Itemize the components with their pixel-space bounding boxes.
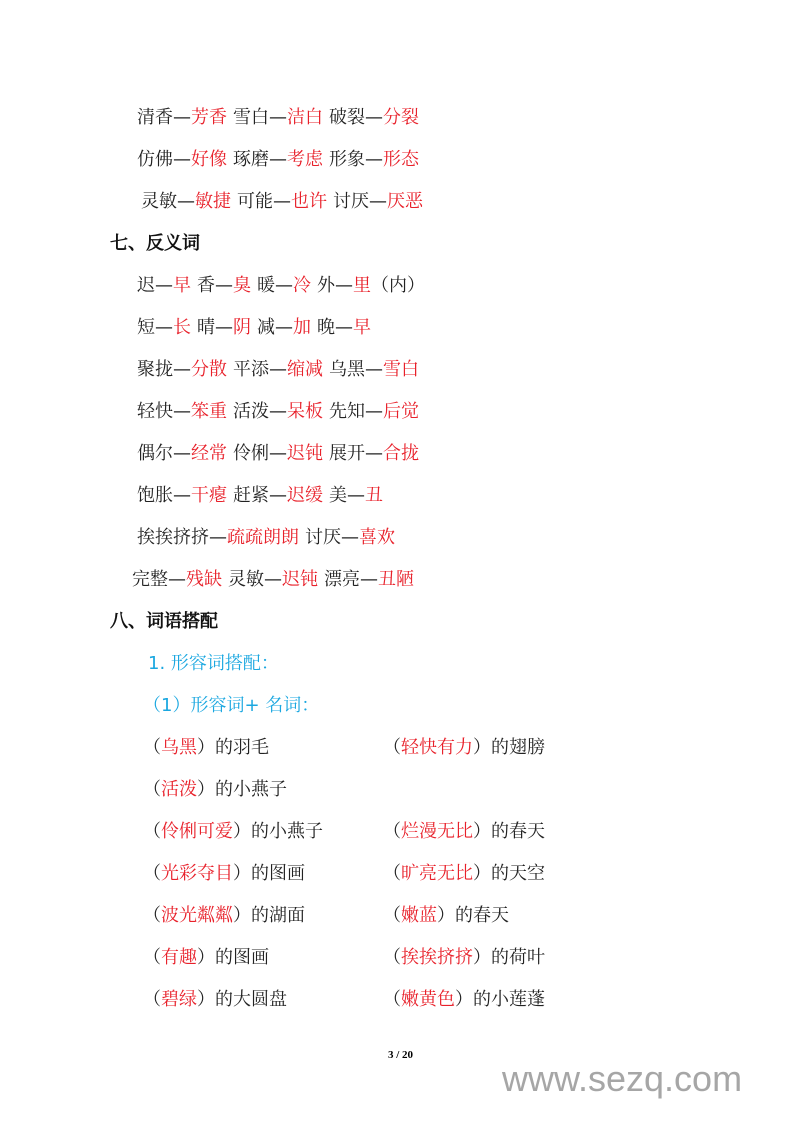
antonym-pair bbox=[137, 317, 191, 338]
antonym-pair bbox=[324, 569, 414, 590]
answer-word: 呆板 bbox=[287, 401, 323, 422]
answer-word: 分裂 bbox=[383, 107, 419, 128]
collocation-item-left bbox=[143, 904, 305, 928]
dash: — bbox=[365, 443, 383, 464]
dash: — bbox=[173, 359, 191, 380]
answer-word: 也许 bbox=[291, 191, 327, 212]
dash: — bbox=[269, 359, 287, 380]
dash: — bbox=[275, 275, 293, 296]
word: 美 bbox=[329, 485, 347, 506]
adjective-answer: 乌黑 bbox=[161, 737, 197, 758]
word: 迟 bbox=[137, 275, 155, 296]
answer-word: 臭 bbox=[233, 275, 251, 296]
noun-phrase: 的小燕子 bbox=[215, 779, 287, 800]
collocation-item-left bbox=[143, 820, 323, 844]
dash: — bbox=[173, 443, 191, 464]
dash: — bbox=[273, 191, 291, 212]
word: 仿佛 bbox=[137, 149, 173, 170]
left-paren: （ bbox=[143, 737, 161, 758]
dash: — bbox=[365, 107, 383, 128]
right-paren: ） bbox=[473, 947, 491, 968]
answer-word: 敏捷 bbox=[195, 191, 231, 212]
dash: — bbox=[269, 485, 287, 506]
left-paren: （ bbox=[143, 947, 161, 968]
word: 晴 bbox=[197, 317, 215, 338]
right-paren: ） bbox=[233, 863, 251, 884]
dash: — bbox=[269, 149, 287, 170]
left-paren: （ bbox=[143, 863, 161, 884]
watermark: www.sezq.com bbox=[502, 1058, 743, 1099]
collocation-item-left bbox=[143, 862, 305, 886]
word: 琢磨 bbox=[233, 149, 269, 170]
noun-phrase: 的图画 bbox=[251, 863, 305, 884]
answer-word: 阴 bbox=[233, 317, 251, 338]
synonym-pair bbox=[329, 149, 419, 170]
word: 形象 bbox=[329, 149, 365, 170]
antonym-pair bbox=[233, 485, 323, 506]
word: 晚 bbox=[317, 317, 335, 338]
collocation-item-left bbox=[143, 778, 287, 802]
word: 饱胀 bbox=[137, 485, 173, 506]
answer-word: 芳香 bbox=[191, 107, 227, 128]
antonym-pair bbox=[137, 401, 227, 422]
word: 灵敏 bbox=[141, 191, 177, 212]
antonym-pair bbox=[197, 275, 251, 296]
antonym-pair bbox=[317, 275, 425, 296]
left-paren: （ bbox=[383, 821, 401, 842]
answer-word: 丑 bbox=[365, 485, 383, 506]
dash: — bbox=[365, 401, 383, 422]
word: 可能 bbox=[237, 191, 273, 212]
antonym-row bbox=[137, 484, 389, 508]
answer-word: 迟钝 bbox=[287, 443, 323, 464]
dash: — bbox=[360, 569, 378, 590]
answer-word: 缩减 bbox=[287, 359, 323, 380]
answer-word: 早 bbox=[173, 275, 191, 296]
word: 平添 bbox=[233, 359, 269, 380]
adjective-answer: 轻快有力 bbox=[401, 737, 473, 758]
antonym-pair bbox=[228, 569, 318, 590]
collocation-item-right bbox=[383, 946, 545, 970]
adjective-answer: 活泼 bbox=[161, 779, 197, 800]
answer-word: 笨重 bbox=[191, 401, 227, 422]
antonym-row bbox=[137, 526, 401, 550]
dash: — bbox=[173, 401, 191, 422]
antonym-pair bbox=[137, 485, 227, 506]
adjective-answer: 有趣 bbox=[161, 947, 197, 968]
right-paren: ） bbox=[197, 779, 215, 800]
right-paren: ） bbox=[197, 947, 215, 968]
answer-word: 加 bbox=[293, 317, 311, 338]
word: 挨挨挤挤 bbox=[137, 527, 209, 548]
antonym-pair bbox=[329, 443, 419, 464]
antonym-row bbox=[137, 274, 431, 298]
answer-word: 后觉 bbox=[383, 401, 419, 422]
answer-word: 疏疏朗朗 bbox=[227, 527, 299, 548]
answer-word: 合拢 bbox=[383, 443, 419, 464]
answer-word: 洁白 bbox=[287, 107, 323, 128]
antonym-pair bbox=[197, 317, 251, 338]
word: 伶俐 bbox=[233, 443, 269, 464]
left-paren: （ bbox=[143, 779, 161, 800]
dash: — bbox=[215, 317, 233, 338]
answer-word: 里 bbox=[353, 275, 371, 296]
adjective-answer: 波光粼粼 bbox=[161, 905, 233, 926]
dash: — bbox=[173, 149, 191, 170]
noun-phrase: 的小莲蓬 bbox=[473, 989, 545, 1010]
synonym-pair bbox=[233, 149, 323, 170]
answer-word: 经常 bbox=[191, 443, 227, 464]
answer-word: 长 bbox=[173, 317, 191, 338]
antonym-pair bbox=[233, 359, 323, 380]
synonym-pair bbox=[137, 107, 227, 128]
antonym-pair bbox=[305, 527, 395, 548]
adjective-answer: 嫩黄色 bbox=[401, 989, 455, 1010]
noun-phrase: 的湖面 bbox=[251, 905, 305, 926]
adjective-answer: 旷亮无比 bbox=[401, 863, 473, 884]
synonym-pair bbox=[141, 191, 231, 212]
synonym-pair bbox=[237, 191, 327, 212]
antonym-pair bbox=[233, 443, 323, 464]
answer-word: 迟钝 bbox=[282, 569, 318, 590]
right-paren: ） bbox=[455, 989, 473, 1010]
dash: — bbox=[209, 527, 227, 548]
antonym-row bbox=[132, 568, 420, 592]
antonym-pair bbox=[329, 401, 419, 422]
answer-word: 形态 bbox=[383, 149, 419, 170]
answer-word: 考虑 bbox=[287, 149, 323, 170]
word: 完整 bbox=[132, 569, 168, 590]
answer-word: 分散 bbox=[191, 359, 227, 380]
dash: — bbox=[177, 191, 195, 212]
word: 短 bbox=[137, 317, 155, 338]
left-paren: （ bbox=[383, 737, 401, 758]
noun-phrase: 的大圆盘 bbox=[215, 989, 287, 1010]
answer-word: 迟缓 bbox=[287, 485, 323, 506]
dash: — bbox=[347, 485, 365, 506]
dash: — bbox=[155, 317, 173, 338]
right-paren: ） bbox=[197, 737, 215, 758]
answer-word: 早 bbox=[353, 317, 371, 338]
antonym-pair bbox=[137, 527, 299, 548]
right-paren: ） bbox=[233, 905, 251, 926]
dash: — bbox=[155, 275, 173, 296]
word: 先知 bbox=[329, 401, 365, 422]
synonym-pair bbox=[333, 191, 423, 212]
dash: — bbox=[173, 107, 191, 128]
collocation-item-right bbox=[383, 904, 509, 928]
left-paren: （ bbox=[383, 863, 401, 884]
right-paren: ） bbox=[233, 821, 251, 842]
dash: — bbox=[269, 443, 287, 464]
answer-word: 丑陋 bbox=[378, 569, 414, 590]
dash: — bbox=[369, 191, 387, 212]
collocation-item-right bbox=[383, 862, 545, 886]
dash: — bbox=[365, 359, 383, 380]
noun-phrase: 的图画 bbox=[215, 947, 269, 968]
antonym-pair bbox=[137, 359, 227, 380]
answer-word: 雪白 bbox=[383, 359, 419, 380]
collocation-item-right bbox=[383, 820, 545, 844]
collocation-item-left bbox=[143, 946, 269, 970]
word: 漂亮 bbox=[324, 569, 360, 590]
answer-word: 好像 bbox=[191, 149, 227, 170]
dash: — bbox=[168, 569, 186, 590]
antonym-row bbox=[137, 400, 425, 424]
collocation-item-left bbox=[143, 988, 287, 1012]
answer-word: 冷 bbox=[293, 275, 311, 296]
dash: — bbox=[264, 569, 282, 590]
word: 偶尔 bbox=[137, 443, 173, 464]
dash: — bbox=[335, 275, 353, 296]
antonym-pair bbox=[233, 401, 323, 422]
right-paren: ） bbox=[473, 737, 491, 758]
adjective-answer: 光彩夺目 bbox=[161, 863, 233, 884]
word: 外 bbox=[317, 275, 335, 296]
answer-word: 干瘪 bbox=[191, 485, 227, 506]
antonym-pair bbox=[137, 443, 227, 464]
noun-phrase: 的春天 bbox=[455, 905, 509, 926]
noun-phrase: 的翅膀 bbox=[491, 737, 545, 758]
word: 香 bbox=[197, 275, 215, 296]
word: 讨厌 bbox=[305, 527, 341, 548]
synonym-pair bbox=[137, 149, 227, 170]
left-paren: （ bbox=[383, 989, 401, 1010]
synonym-pair bbox=[233, 107, 323, 128]
word: 聚拢 bbox=[137, 359, 173, 380]
left-paren: （ bbox=[143, 905, 161, 926]
antonym-pair bbox=[329, 359, 419, 380]
antonym-pair bbox=[257, 275, 311, 296]
antonym-pair bbox=[132, 569, 222, 590]
left-paren: （ bbox=[143, 821, 161, 842]
collocation-item-right bbox=[383, 988, 545, 1012]
adjective-answer: 嫩蓝 bbox=[401, 905, 437, 926]
dash: — bbox=[173, 485, 191, 506]
antonym-row bbox=[137, 358, 425, 382]
word: 灵敏 bbox=[228, 569, 264, 590]
dash: — bbox=[269, 401, 287, 422]
antonym-pair bbox=[317, 317, 371, 338]
dash: — bbox=[275, 317, 293, 338]
noun-phrase: 的荷叶 bbox=[491, 947, 545, 968]
answer-word: 残缺 bbox=[186, 569, 222, 590]
right-paren: ） bbox=[473, 863, 491, 884]
word: 活泼 bbox=[233, 401, 269, 422]
collocation-item-right bbox=[383, 736, 545, 760]
subheading-adjective-noun: （1）形容词+ 名词： bbox=[143, 695, 320, 716]
answer-word: 喜欢 bbox=[359, 527, 395, 548]
subheading-adjective-collocation: 1. 形容词搭配： bbox=[148, 653, 279, 674]
dash: — bbox=[365, 149, 383, 170]
section-heading-antonyms: 七、反义词 bbox=[110, 233, 200, 254]
word: 破裂 bbox=[329, 107, 365, 128]
page-number: 3 / 20 bbox=[388, 1049, 414, 1061]
adjective-answer: 挨挨挤挤 bbox=[401, 947, 473, 968]
noun-phrase: 的小燕子 bbox=[251, 821, 323, 842]
right-paren: ） bbox=[473, 821, 491, 842]
synonym-row bbox=[137, 106, 425, 130]
adjective-answer: 碧绿 bbox=[161, 989, 197, 1010]
dash: — bbox=[341, 527, 359, 548]
noun-phrase: 的天空 bbox=[491, 863, 545, 884]
adjective-answer: 烂漫无比 bbox=[401, 821, 473, 842]
dash: — bbox=[215, 275, 233, 296]
antonym-pair bbox=[257, 317, 311, 338]
word: 讨厌 bbox=[333, 191, 369, 212]
right-paren: ） bbox=[197, 989, 215, 1010]
right-paren: ） bbox=[437, 905, 455, 926]
word: 轻快 bbox=[137, 401, 173, 422]
section-heading-collocation: 八、词语搭配 bbox=[110, 611, 218, 632]
synonym-row bbox=[141, 190, 429, 214]
word: 减 bbox=[257, 317, 275, 338]
word: 暖 bbox=[257, 275, 275, 296]
noun-phrase: 的春天 bbox=[491, 821, 545, 842]
antonym-pair bbox=[137, 275, 191, 296]
antonym-row bbox=[137, 316, 377, 340]
answer-word: 厌恶 bbox=[387, 191, 423, 212]
word: 展开 bbox=[329, 443, 365, 464]
synonym-pair bbox=[329, 107, 419, 128]
adjective-answer: 伶俐可爱 bbox=[161, 821, 233, 842]
word: 清香 bbox=[137, 107, 173, 128]
word: 赶紧 bbox=[233, 485, 269, 506]
dash: — bbox=[335, 317, 353, 338]
left-paren: （ bbox=[383, 947, 401, 968]
noun-phrase: 的羽毛 bbox=[215, 737, 269, 758]
note: （内） bbox=[371, 275, 425, 296]
word: 乌黑 bbox=[329, 359, 365, 380]
antonym-row bbox=[137, 442, 425, 466]
synonym-row bbox=[137, 148, 425, 172]
dash: — bbox=[269, 107, 287, 128]
left-paren: （ bbox=[143, 989, 161, 1010]
left-paren: （ bbox=[383, 905, 401, 926]
collocation-item-left bbox=[143, 736, 269, 760]
antonym-pair bbox=[329, 485, 383, 506]
word: 雪白 bbox=[233, 107, 269, 128]
